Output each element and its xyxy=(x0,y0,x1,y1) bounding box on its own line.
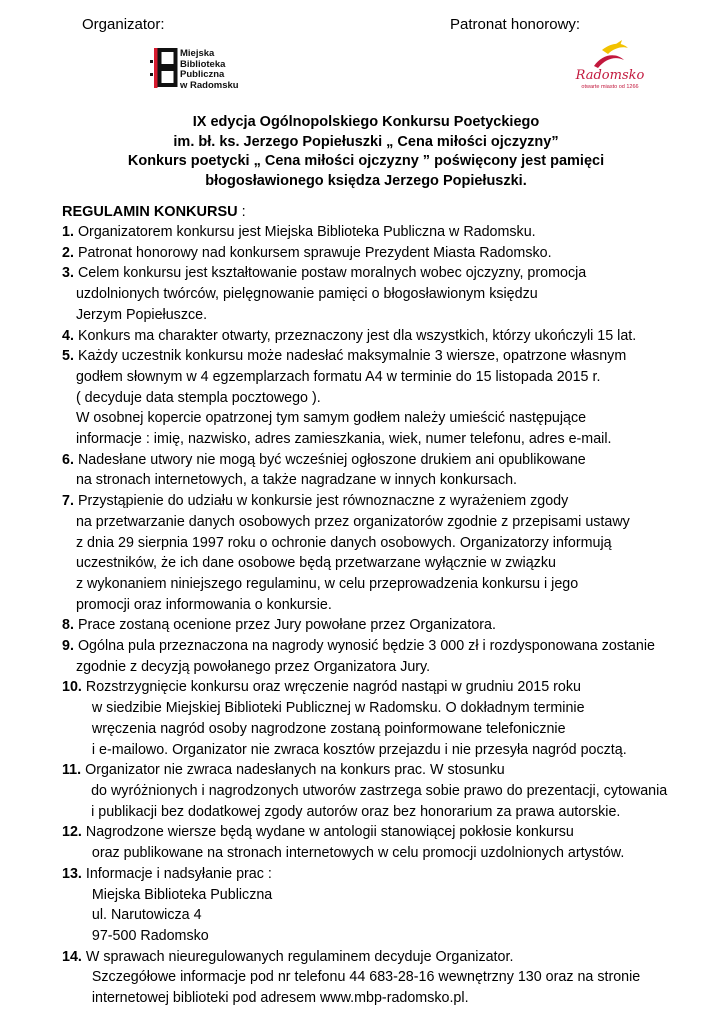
rule-number: 1. xyxy=(62,224,74,240)
rule-number: 12. xyxy=(62,824,82,841)
rule-line: promocji oraz informowania o konkursie. xyxy=(75,596,332,613)
rule-line: ul. Narutowicza 4 xyxy=(91,907,202,924)
rule-line: w siedzibie Miejskiej Biblioteki Publicznej w Radomsku. O dokładnym terminie xyxy=(91,700,585,717)
library-logo-line: Biblioteka xyxy=(180,58,226,70)
rule-line: Patronat honorowy nad konkursem sprawuje Prezydent Miasta Radomsko. xyxy=(77,244,552,261)
rule-line: do wyróżnionych i nagrodzonych utworów zastrzega sobie prawo do prezentacji, cytowania xyxy=(91,782,668,799)
rule-item xyxy=(62,615,682,636)
rule-line: na przetwarzanie danych osobowych przez organizatorów zgodnie z przepisami ustawy xyxy=(75,513,630,530)
rule-text xyxy=(82,864,682,947)
city-logo xyxy=(572,40,652,96)
rule-line: Celem konkursu jest kształtowanie postaw moralnych wobec ojczyzny, promocja xyxy=(77,265,587,282)
library-logo-mark xyxy=(150,48,178,88)
rule-number: 14. xyxy=(62,948,82,965)
rule-item xyxy=(62,636,682,677)
rule-line: Szczegółowe informacje pod nr telefonu 44 683-28-16 wewnętrzny 130 oraz na stronie xyxy=(91,969,641,986)
rule-line: i e-mailowo. Organizator nie zwraca kosztów przejazdu i nie przesyła nagród pocztą. xyxy=(91,741,627,758)
rule-text xyxy=(74,450,682,491)
rule-line: na stronach internetowych, a także nagradzane w innych konkursach. xyxy=(75,472,518,489)
rule-item xyxy=(62,491,682,615)
rule-item xyxy=(62,326,682,347)
rule-item xyxy=(62,677,682,760)
rule-number: 3. xyxy=(62,265,74,282)
rule-text xyxy=(74,326,682,347)
title-line: im. bł. ks. Jerzego Popiełuszki „ Cena miłości ojczyzny” xyxy=(173,133,559,150)
title-line: błogosławionego księdza Jerzego Popiełuszki. xyxy=(205,172,527,189)
rule-text xyxy=(74,346,682,450)
rule-number: 13. xyxy=(62,865,82,882)
rule-text xyxy=(74,243,682,264)
title-line: IX edycja Ogólnopolskiego Konkursu Poetyckiego xyxy=(192,114,540,130)
rule-number: 9. xyxy=(62,638,74,655)
rule-line: wręczenia nagród osoby nagrodzone zostaną poinformowane telefonicznie xyxy=(91,720,566,737)
rule-text xyxy=(74,222,682,243)
rule-line: z dnia 29 sierpnia 1997 roku o ochronie danych osobowych. Organizatorzy informują xyxy=(75,534,612,551)
library-logo-line: Miejska xyxy=(180,48,215,59)
rule-line: 97-500 Radomsko xyxy=(91,927,209,944)
library-logo-line: Publiczna xyxy=(180,69,225,80)
rule-text xyxy=(74,263,682,325)
rule-text xyxy=(82,677,682,760)
rule-item xyxy=(62,822,682,863)
rule-item xyxy=(62,243,682,264)
rule-line: ( decyduje data stempla pocztowego ). xyxy=(75,389,321,406)
rule-line: uzdolnionych twórców, pielęgnowanie pamięci o błogosławionym księdzu xyxy=(75,286,538,303)
rule-line: Jerzym Popiełuszce. xyxy=(75,306,208,323)
rule-item xyxy=(62,222,682,243)
rule-line: Przystąpienie do udziału w konkursie jest równoznaczne z wyrażeniem zgody xyxy=(77,493,569,510)
rule-line: zgodnie z decyzją powołanego przez Organizatora Jury. xyxy=(75,658,431,675)
regulations-heading-text: REGULAMIN KONKURSU xyxy=(62,204,238,220)
rule-number: 11. xyxy=(62,762,82,779)
rule-item xyxy=(62,263,682,325)
rule-text xyxy=(74,491,682,615)
rule-number: 10. xyxy=(62,679,82,696)
rule-line: Organizator nie zwraca nadesłanych na konkurs prac. W stosunku xyxy=(85,762,505,779)
rule-line: Ogólna pula przeznaczona na nagrody wynosić będzie 3 000 zł i rozdysponowana zostanie xyxy=(77,638,655,655)
rule-number: 4. xyxy=(62,327,74,344)
rule-item xyxy=(62,864,682,947)
rule-line: Informacje i nadsyłanie prac : xyxy=(85,865,272,882)
patron-label: Patronat honorowy: xyxy=(450,16,581,33)
rules-list xyxy=(62,222,682,1009)
title-line: Konkurs poetycki „ Cena miłości ojczyzny ” poświęcony jest pamięci xyxy=(127,153,605,169)
rule-line: Konkurs ma charakter otwarty, przeznaczony jest dla wszystkich, którzy ukończyli 15 lat. xyxy=(77,327,637,344)
organizer-label: Organizator: xyxy=(82,16,165,33)
library-logo xyxy=(150,48,260,94)
rule-line: uczestników, że ich dane osobowe będą przetwarzane wyłącznie w związku xyxy=(75,555,556,572)
rule-line: i publikacji bez dodatkowej zgody autorów oraz bez honorarium za prawa autorskie. xyxy=(91,803,621,820)
rule-line: godłem słownym w 4 egzemplarzach formatu A4 w terminie do 15 listopada 2015 r. xyxy=(75,368,601,385)
rule-item xyxy=(62,947,682,1009)
rule-line: W sprawach nieuregulowanych regulaminem decyduje Organizator. xyxy=(85,948,514,965)
rule-number: 2. xyxy=(62,244,74,261)
document-title xyxy=(60,113,672,191)
rule-item xyxy=(62,760,682,822)
regulations-heading xyxy=(62,202,246,223)
rule-line: W osobnej kopercie opatrzonej tym samym godłem należy umieścić następujące xyxy=(75,410,587,427)
rule-line: internetowej biblioteki pod adresem www.mbp-radomsko.pl. xyxy=(91,990,469,1007)
rule-line: oraz publikowane na stronach internetowych w celu promocji uzdolnionych artystów. xyxy=(91,845,625,862)
rule-line: Nadesłane utwory nie mogą być wcześniej ogłoszone drukiem ani opublikowane xyxy=(77,451,586,468)
regulations-heading-colon: : xyxy=(237,204,246,220)
rule-number: 7. xyxy=(62,493,74,510)
rule-line: z wykonaniem niniejszego regulaminu, w celu przeprowadzenia konkursu i jego xyxy=(75,575,579,592)
rule-number: 8. xyxy=(62,617,74,634)
rule-text xyxy=(74,615,682,636)
rule-item xyxy=(62,346,682,450)
rule-line: Rozstrzygnięcie konkursu oraz wręczenie nagród nastąpi w grudniu 2015 roku xyxy=(85,679,581,696)
rule-number: 6. xyxy=(62,451,74,468)
city-logo-swoosh xyxy=(572,40,652,70)
rule-number: 5. xyxy=(62,348,74,365)
rule-line: Miejska Biblioteka Publiczna xyxy=(91,886,273,903)
city-logo-tagline: otwarte miasto od 1266 xyxy=(581,84,639,90)
library-logo-line: w Radomsku xyxy=(180,79,239,91)
rule-item xyxy=(62,450,682,491)
city-logo-name: Radomsko xyxy=(575,68,645,83)
library-logo-text xyxy=(180,49,239,91)
rule-line: Organizatorem konkursu jest Miejska Biblioteka Publiczna w Radomsku. xyxy=(77,224,536,240)
rule-line: informacje : imię, nazwisko, adres zamieszkania, wiek, numer telefonu, adres e-mail. xyxy=(75,431,612,448)
rule-text xyxy=(82,947,682,1009)
rule-text xyxy=(81,760,682,822)
rule-text xyxy=(82,822,682,863)
rule-line: Nagrodzone wiersze będą wydane w antologii stanowiącej pokłosie konkursu xyxy=(85,824,574,841)
rule-text xyxy=(74,636,682,677)
rule-line: Każdy uczestnik konkursu może nadesłać maksymalnie 3 wiersze, opatrzone własnym xyxy=(77,348,627,365)
rule-line: Prace zostaną ocenione przez Jury powołane przez Organizatora. xyxy=(77,617,496,634)
